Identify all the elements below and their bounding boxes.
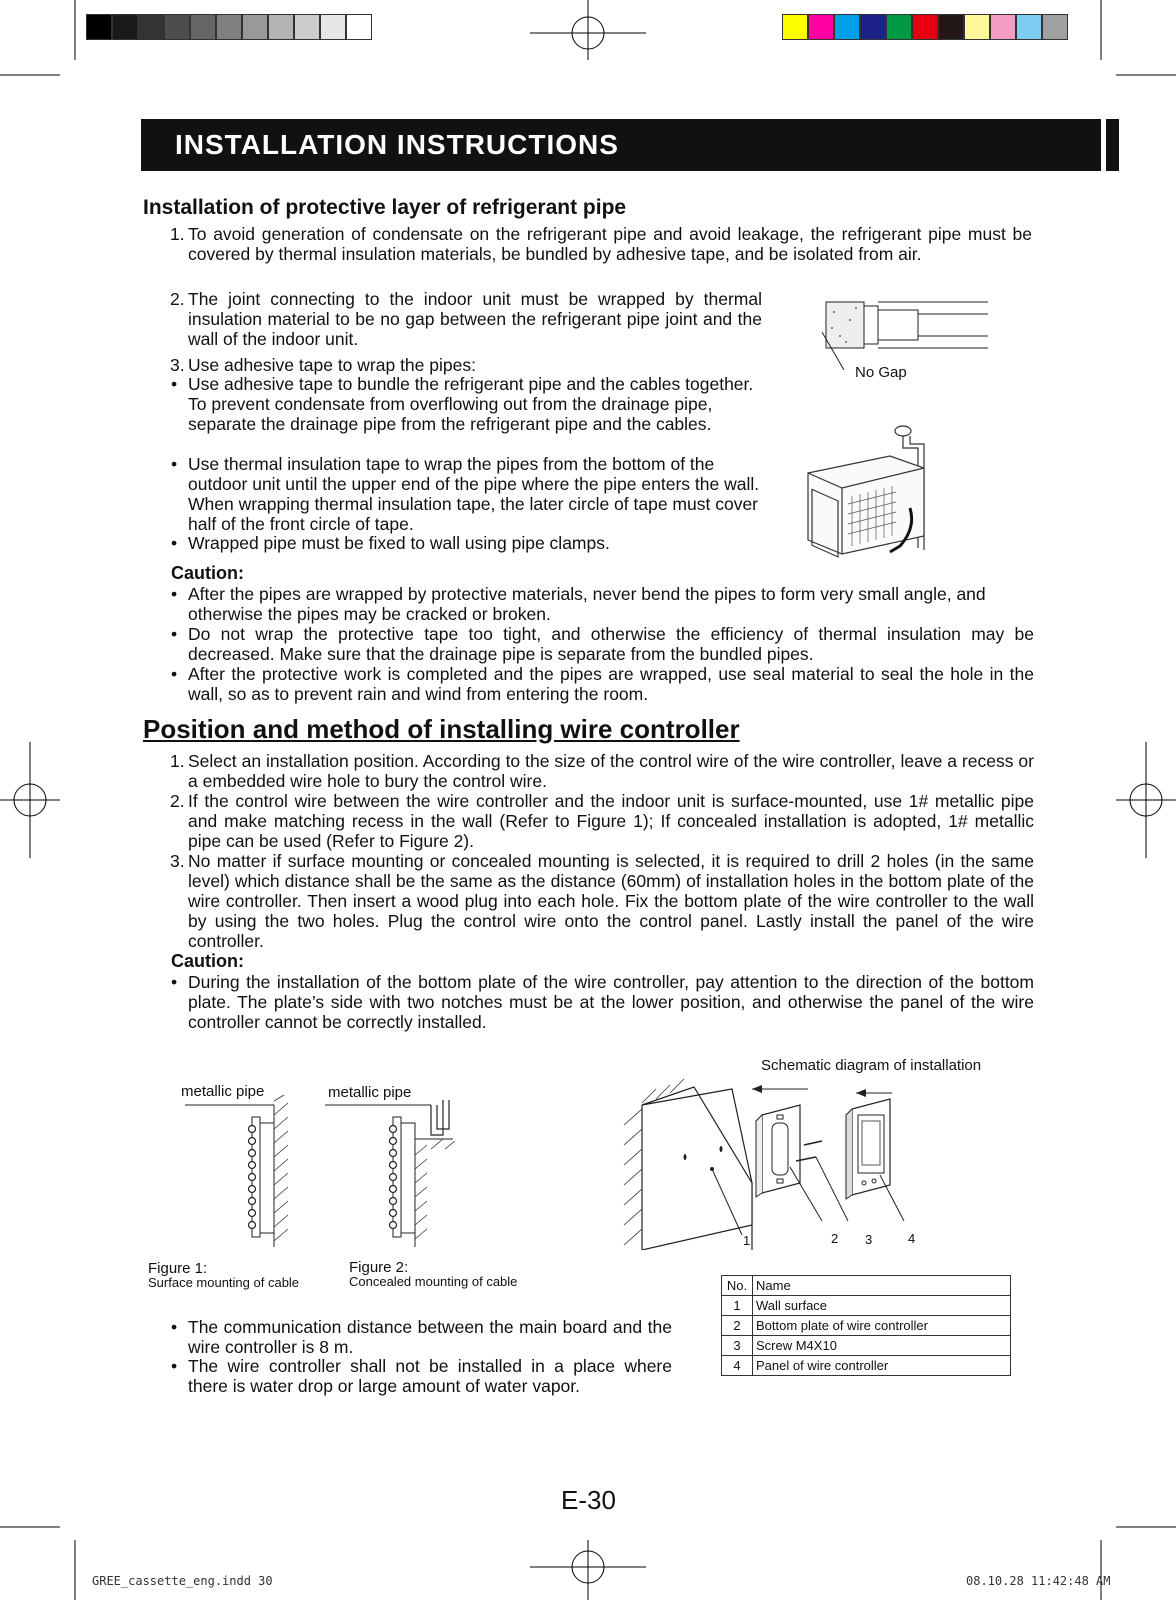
list-item: 3. Use adhesive tape to wrap the pipes: (170, 355, 476, 375)
no-gap-label: No Gap (855, 364, 907, 381)
bullet-item: • Wrapped pipe must be fixed to wall using pipe clamps. (171, 533, 610, 553)
figure2-pipe-label: metallic pipe (328, 1084, 412, 1101)
page-number: E-30 (561, 1485, 616, 1515)
list-item: 2. If the control wire between the wire controller and the indoor unit is surface-mounted, use 1# metallic pipe and make matching recess in the wall (Refer to Figure 1); If concealed installation is adopted, 1# metallic pipe can be used (Refer to Figure 2). (170, 791, 1034, 851)
note-item: • The communication distance between the main board and the wire controller is 8 m. (171, 1317, 672, 1357)
schematic-installation-diagram (622, 1075, 1022, 1250)
outdoor-unit-illustration (800, 418, 950, 568)
callout-4: 4 (908, 1231, 916, 1246)
callout-1: 1 (743, 1233, 751, 1248)
caution-label: Caution: (171, 563, 244, 583)
caution-item: • After the protective work is completed and the pipes are wrapped, use seal material to seal the hole in the wall, so as to prevent rain and wind from entering the room. (171, 664, 1034, 704)
list-item: 1. Select an installation position. According to the size of the control wire of the wire controller, leave a recess or a embedded wire hole to bury the control wire. (170, 751, 1034, 791)
footer-filename: GREE_cassette_eng.indd 30 (92, 1574, 273, 1588)
table-row: 3 Screw M4X10 (722, 1336, 1011, 1356)
figure1-surface-mounting (180, 1095, 310, 1250)
caution-label: Caution: (171, 951, 244, 971)
list-item: 3. No matter if surface mounting or concealed mounting is selected, it is required to drill 2 holes (in the same level) which distance shall be the same as the distance (60mm) of installation holes in the bottom plate of the wire controller. Then insert a wood plug into each hole. Fix the bottom plate of the wire controller to the wall by using the two holes. Plug the control wire onto the control panel. Lastly install the panel of the wire controller. (170, 851, 1034, 951)
figure1-pipe-label: metallic pipe (181, 1083, 265, 1100)
table-row: 1 Wall surface (722, 1296, 1011, 1316)
figure2-concealed-mounting (325, 1095, 465, 1250)
bullet-item: • Use adhesive tape to bundle the refrigerant pipe and the cables together. To prevent condensate from overflowing out from the drainage pipe, separate the drainage pipe from the refrigerant pipe and the cables. (171, 374, 754, 434)
bullet-item: • Use thermal insulation tape to wrap the pipes from the bottom of the outdoor unit until the upper end of the pipe where the pipe enters the wall. When wrapping thermal insulation tape, the later circle of tape must cover half of the front circle of tape. (171, 454, 760, 534)
schematic-title: Schematic diagram of installation (761, 1057, 982, 1074)
section-heading-wire-controller: Position and method of installing wire controller (143, 714, 740, 744)
parts-table (721, 1275, 1011, 1376)
table-header-row (722, 1276, 1011, 1296)
col-header-name: Name (753, 1276, 1011, 1296)
caution-item: • Do not wrap the protective tape too tight, and otherwise the efficiency of thermal insulation may be decreased. Make sure that the drainage pipe is separate from the bundled pipes. (171, 624, 1034, 664)
callout-3: 3 (865, 1232, 873, 1247)
banner-edge (1106, 119, 1119, 171)
figure1-caption: Surface mounting of cable (148, 1275, 300, 1290)
list-item: 1. To avoid generation of condensate on the refrigerant pipe and avoid leakage, the refrigerant pipe must be covered by thermal insulation materials, be bundled by adhesive tape, and be isolated from air. (170, 224, 1032, 264)
banner-title: INSTALLATION INSTRUCTIONS (175, 129, 619, 160)
table-row: 4 Panel of wire controller (722, 1356, 1011, 1376)
section-heading-protective-layer: Installation of protective layer of refrigerant pipe (143, 196, 627, 219)
figure2-title: Figure 2: (349, 1259, 409, 1276)
page-banner (141, 119, 1101, 171)
note-item: • The wire controller shall not be installed in a place where there is water drop or large amount of water vapor. (171, 1356, 672, 1396)
caution-item: • After the pipes are wrapped by protective materials, never bend the pipes to form very small angle, and otherwise the pipes may be cracked or broken. (171, 584, 986, 624)
caution-item: • During the installation of the bottom plate of the wire controller, pay attention to the direction of the bottom plate. The plate’s side with two notches must be at the lower position, and otherwise the panel of the wire controller cannot be correctly installed. (171, 972, 1034, 1032)
col-header-no: No. (722, 1276, 753, 1296)
list-item: 2. The joint connecting to the indoor unit must be wrapped by thermal insulation material to be no gap between the refrigerant pipe joint and the wall of the indoor unit. (170, 289, 762, 349)
figure2-caption: Concealed mounting of cable (349, 1274, 518, 1289)
table-row: 2 Bottom plate of wire controller (722, 1316, 1011, 1336)
figure1-title: Figure 1: (148, 1260, 208, 1277)
callout-2: 2 (831, 1231, 839, 1246)
footer-timestamp: 08.10.28 11:42:48 AM (966, 1574, 1111, 1588)
